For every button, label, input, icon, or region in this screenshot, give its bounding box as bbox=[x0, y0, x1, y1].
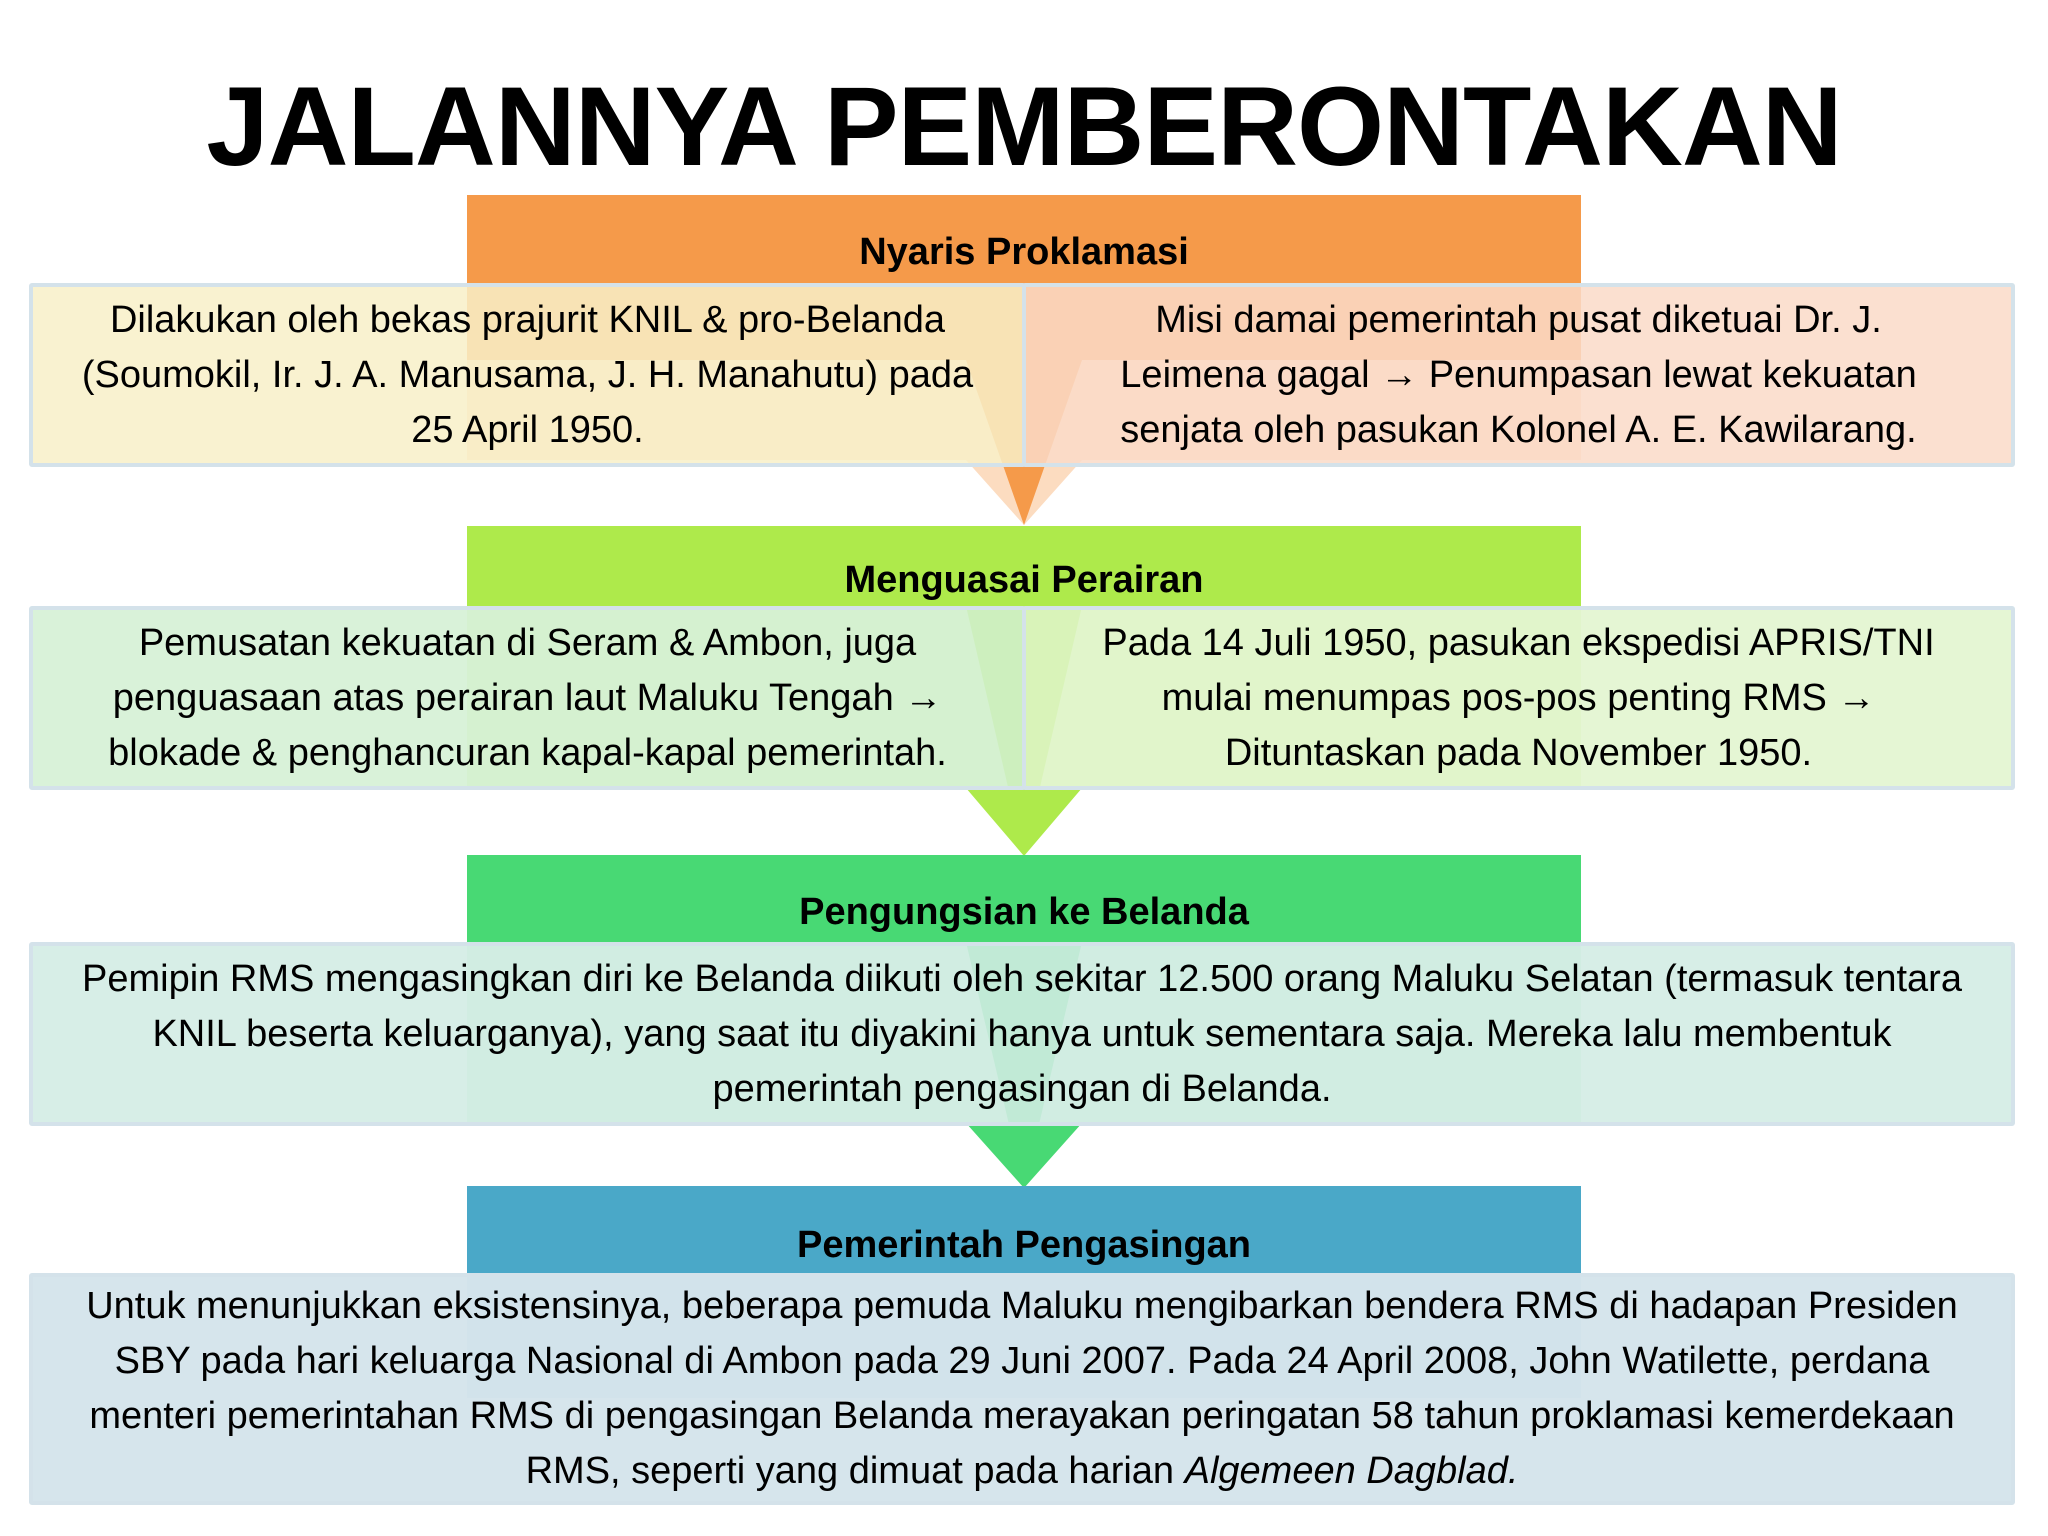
description-box bbox=[29, 942, 2015, 1126]
description-box-right bbox=[1022, 283, 2015, 467]
description-box-left bbox=[29, 606, 1026, 790]
stage-heading: Pengungsian ke Belanda bbox=[799, 891, 1249, 933]
page-title: JALANNYA PEMBERONTAKAN bbox=[206, 64, 1842, 189]
newspaper-name: Algemeen Dagblad. bbox=[1184, 1450, 1519, 1492]
description-box bbox=[29, 1273, 2015, 1505]
description-text: Pada 14 Juli 1950, pasukan ekspedisi APRIS/TNI mulai menumpas pos-pos penting RMS → Dituntaskan pada November 1950. bbox=[1102, 621, 1935, 774]
description-box-left bbox=[29, 283, 1026, 467]
description-text bbox=[33, 1279, 2011, 1499]
stage-heading: Nyaris Proklamasi bbox=[859, 231, 1189, 273]
stage-heading: Menguasai Perairan bbox=[844, 559, 1204, 601]
description-body: Untuk menunjukkan eksistensinya, beberapa pemuda Maluku mengibarkan bendera RMS di hadapan Presiden SBY pada hari keluarga Nasional di Ambon pada 29 Juni 2007. Pada 24 April 2008, John Watilette, perdana menteri pemerintahan RMS di pengasingan Belanda merayakan peringatan 58 tahun proklamasi kemerdekaan RMS, seperti yang dimuat pada harian bbox=[86, 1285, 1958, 1492]
description-text: Dilakukan oleh bekas prajurit KNIL & pro-Belanda (Soumokil, Ir. J. A. Manusama, J. H. Manahutu) pada 25 April 1950. bbox=[81, 298, 974, 451]
description-text: Misi damai pemerintah pusat diketuai Dr. J. Leimena gagal → Penumpasan lewat kekuatan senjata oleh pasukan Kolonel A. E. Kawilarang. bbox=[1120, 298, 1917, 451]
description-text: Pemipin RMS mengasingkan diri ke Belanda diikuti oleh sekitar 12.500 orang Maluku Selatan (termasuk tentara KNIL beserta keluarganya), yang saat itu diyakini hanya untuk sementara saja. Mereka lalu membentuk pemerintah pengasingan di Belanda. bbox=[82, 957, 1962, 1110]
description-text: Pemusatan kekuatan di Seram & Ambon, juga penguasaan atas perairan laut Maluku Tengah → blokade & penghancuran kapal-kapal pemerintah. bbox=[108, 621, 947, 774]
stage-heading: Pemerintah Pengasingan bbox=[796, 1224, 1251, 1266]
description-box-right bbox=[1022, 606, 2015, 790]
